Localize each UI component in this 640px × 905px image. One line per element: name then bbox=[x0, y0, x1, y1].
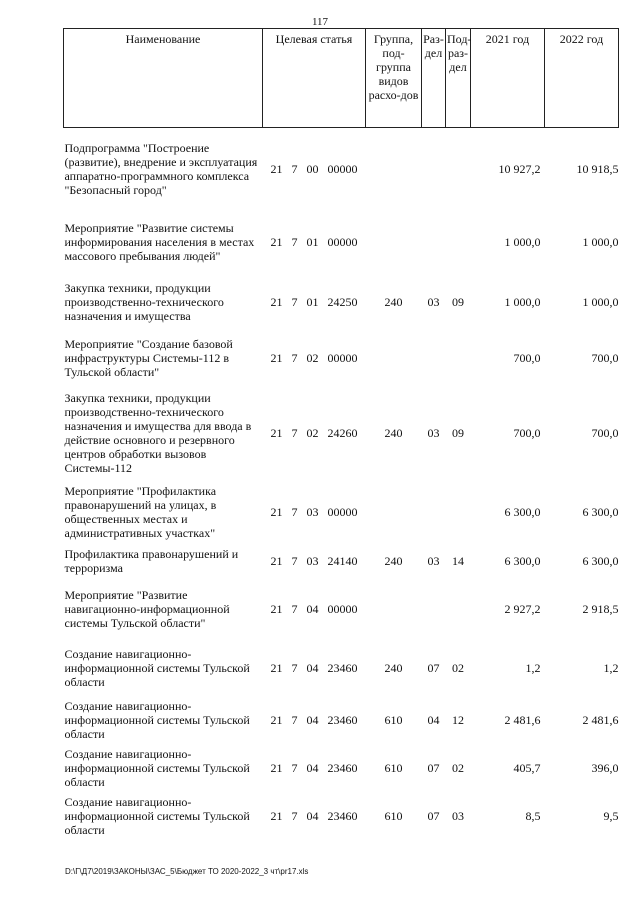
cell-y2021: 700,0 bbox=[513, 350, 541, 365]
cell-target: 21 7 01 00000 bbox=[270, 234, 358, 249]
cell-y2022: 1 000,0 bbox=[582, 234, 619, 249]
header-2022: 2022 год bbox=[545, 29, 619, 128]
header-subsection: Под-раз-дел bbox=[446, 29, 471, 128]
cell-group bbox=[366, 128, 422, 210]
cell-name: Создание навигационно-информационной системы Тульской области bbox=[64, 794, 250, 837]
cell-subsection bbox=[446, 128, 471, 210]
cell-target: 21 7 04 23460 bbox=[270, 660, 358, 675]
table-row bbox=[64, 480, 619, 544]
cell-y2021: 6 300,0 bbox=[504, 504, 541, 519]
cell-section: 03 bbox=[427, 553, 440, 568]
cell-group bbox=[366, 578, 422, 640]
cell-y2022: 10 918,5 bbox=[576, 161, 619, 176]
cell-group bbox=[366, 330, 422, 386]
table-body bbox=[64, 128, 619, 840]
header-target: Целевая статья bbox=[263, 29, 366, 128]
cell-name: Мероприятие "Развитие навигационно-информационной системы Тульской области" bbox=[64, 587, 230, 630]
table-row bbox=[64, 330, 619, 386]
cell-target: 21 7 04 23460 bbox=[270, 760, 358, 775]
cell-group: 610 bbox=[384, 808, 403, 823]
cell-group: 240 bbox=[384, 660, 403, 675]
cell-name: Подпрограмма "Построение (развитие), внедрение и эксплуатация аппаратно-программного комплекса "Безопасный город" bbox=[64, 140, 258, 197]
cell-subsection: 12 bbox=[452, 712, 464, 727]
cell-group: 610 bbox=[384, 760, 403, 775]
cell-y2022: 1,2 bbox=[603, 660, 619, 675]
cell-target: 21 7 04 00000 bbox=[270, 601, 358, 616]
cell-name: Мероприятие "Профилактика правонарушений на улицах, в общественных местах и административных участках" bbox=[64, 483, 217, 540]
cell-name: Создание навигационно-информационной системы Тульской области bbox=[64, 698, 250, 741]
cell-section bbox=[422, 480, 446, 544]
cell-name: Профилактика правонарушений и терроризма bbox=[64, 546, 239, 575]
cell-y2021: 2 481,6 bbox=[504, 712, 541, 727]
cell-y2022: 9,5 bbox=[603, 808, 619, 823]
cell-section bbox=[422, 210, 446, 274]
cell-y2022: 700,0 bbox=[591, 425, 619, 440]
cell-subsection: 09 bbox=[452, 294, 464, 309]
header-2021: 2021 год bbox=[471, 29, 545, 128]
cell-name: Закупка техники, продукции производственно-технического назначения и имущества для ввода в действие основного и резервного центров обработки вызовов Системы-112 bbox=[64, 390, 252, 475]
header-section: Раз-дел bbox=[422, 29, 446, 128]
cell-section bbox=[422, 578, 446, 640]
table-row bbox=[64, 792, 619, 840]
cell-subsection bbox=[446, 330, 471, 386]
cell-y2021: 1 000,0 bbox=[504, 234, 541, 249]
cell-subsection bbox=[446, 210, 471, 274]
cell-target: 21 7 03 00000 bbox=[270, 504, 358, 519]
cell-subsection bbox=[446, 480, 471, 544]
cell-y2022: 700,0 bbox=[591, 350, 619, 365]
table-header-row bbox=[64, 29, 619, 128]
header-group: Группа, под-группа видов расхо-дов bbox=[366, 29, 422, 128]
cell-group: 240 bbox=[384, 294, 403, 309]
cell-group: 240 bbox=[384, 425, 403, 440]
cell-y2021: 1,2 bbox=[525, 660, 541, 675]
cell-name: Мероприятие "Развитие системы информирования населения в местах массового пребывания людей" bbox=[64, 220, 255, 263]
cell-section: 07 bbox=[427, 660, 440, 675]
cell-subsection: 02 bbox=[452, 660, 464, 675]
cell-group bbox=[366, 480, 422, 544]
cell-y2021: 1 000,0 bbox=[504, 294, 541, 309]
cell-subsection: 02 bbox=[452, 760, 464, 775]
table-row bbox=[64, 210, 619, 274]
budget-table bbox=[63, 28, 619, 840]
cell-group bbox=[366, 210, 422, 274]
cell-y2022: 6 300,0 bbox=[582, 504, 619, 519]
cell-y2022: 1 000,0 bbox=[582, 294, 619, 309]
cell-y2021: 700,0 bbox=[513, 425, 541, 440]
table-row bbox=[64, 544, 619, 578]
cell-name: Мероприятие "Создание базовой инфраструктуры Системы-112 в Тульской области" bbox=[64, 336, 233, 379]
file-path-footer: D:\Г\Д7\2019\ЗАКОНЫ\ЗАС_5\Бюджет ТО 2020-2022_3 чт\pr17.xls bbox=[65, 867, 309, 876]
cell-y2021: 405,7 bbox=[513, 760, 541, 775]
cell-subsection: 09 bbox=[452, 425, 464, 440]
table-row bbox=[64, 386, 619, 480]
cell-target: 21 7 01 24250 bbox=[270, 294, 358, 309]
page-number: 117 bbox=[311, 16, 329, 28]
cell-target: 21 7 04 23460 bbox=[270, 808, 358, 823]
table-row bbox=[64, 696, 619, 744]
cell-section: 03 bbox=[427, 294, 440, 309]
cell-subsection: 14 bbox=[452, 553, 464, 568]
cell-y2021: 2 927,2 bbox=[504, 601, 541, 616]
cell-y2022: 2 918,5 bbox=[582, 601, 619, 616]
table-row bbox=[64, 274, 619, 330]
cell-group: 240 bbox=[384, 553, 403, 568]
cell-name: Создание навигационно-информационной системы Тульской области bbox=[64, 746, 250, 789]
cell-target: 21 7 02 00000 bbox=[270, 350, 358, 365]
cell-section bbox=[422, 128, 446, 210]
cell-target: 21 7 04 23460 bbox=[270, 712, 358, 727]
cell-section: 07 bbox=[427, 760, 440, 775]
cell-section bbox=[422, 330, 446, 386]
table-row bbox=[64, 640, 619, 696]
cell-target: 21 7 03 24140 bbox=[270, 553, 358, 568]
header-name: Наименование bbox=[64, 29, 263, 128]
cell-group: 610 bbox=[384, 712, 403, 727]
cell-y2022: 396,0 bbox=[591, 760, 619, 775]
table-row bbox=[64, 128, 619, 210]
cell-section: 04 bbox=[427, 712, 440, 727]
cell-target: 21 7 02 24260 bbox=[270, 425, 358, 440]
table-row bbox=[64, 744, 619, 792]
cell-y2021: 8,5 bbox=[525, 808, 541, 823]
cell-y2022: 6 300,0 bbox=[582, 553, 619, 568]
cell-y2021: 10 927,2 bbox=[498, 161, 541, 176]
cell-section: 07 bbox=[427, 808, 440, 823]
cell-y2021: 6 300,0 bbox=[504, 553, 541, 568]
cell-subsection bbox=[446, 578, 471, 640]
cell-name: Закупка техники, продукции производственно-технического назначения и имущества bbox=[64, 280, 224, 323]
table-row bbox=[64, 578, 619, 640]
cell-target: 21 7 00 00000 bbox=[270, 161, 358, 176]
cell-section: 03 bbox=[427, 425, 440, 440]
cell-y2022: 2 481,6 bbox=[582, 712, 619, 727]
cell-name: Создание навигационно-информационной системы Тульской области bbox=[64, 646, 250, 689]
cell-subsection: 03 bbox=[452, 808, 464, 823]
